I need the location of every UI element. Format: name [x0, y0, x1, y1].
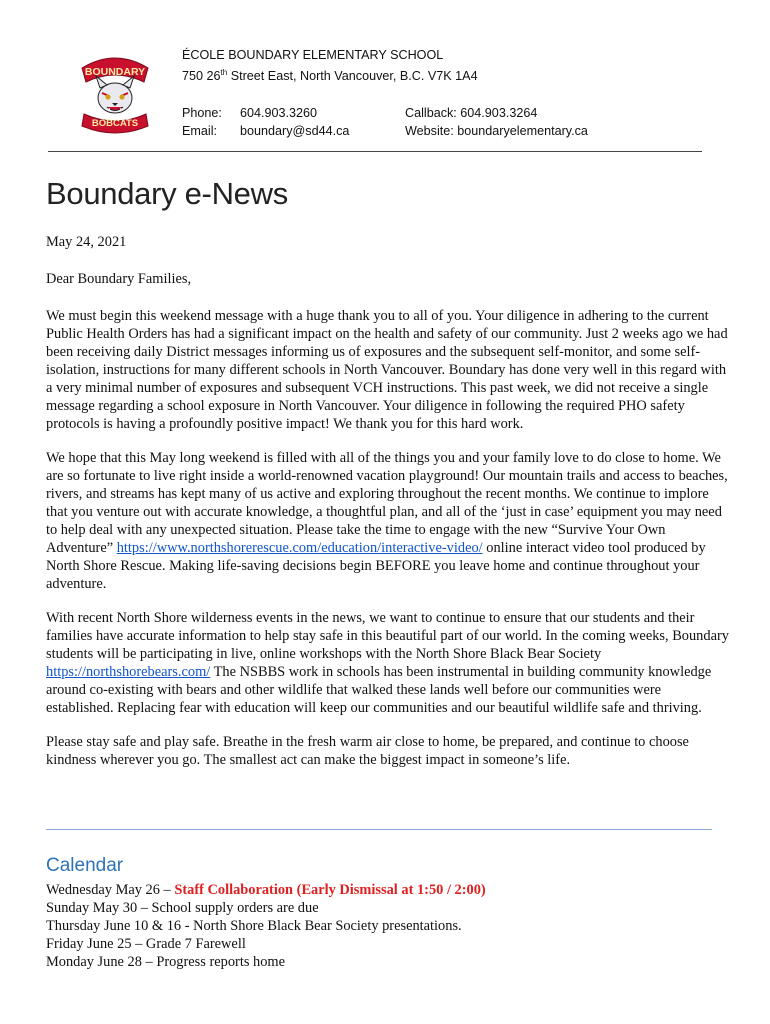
paragraph-closing: Please stay safe and play safe. Breathe in the fresh warm air close to home, be prepared, and continue to choose kindness wherever you go. The smallest act can make the biggest impact in someone’s life.: [46, 734, 689, 768]
paragraph-wildlife-text-end: The NSBBS work in schools has been instrumental in building community knowledge around co-existing with bears and other wildlife that walked these lands well before our communities were established. Replacing fear with education will keep our communities and our beautiful wildlife safe and thriving.: [46, 664, 712, 716]
website-line: Website: boundaryelementary.ca: [405, 124, 588, 138]
paragraph-thanks: We must begin this weekend message with a huge thank you to all of you. Your diligence in adhering to the current Public Health Orders has had a significant impact on the health and safety of our community. Just 2 weeks ago we had been receiving daily District messages informing us of exposures and the subsequent self-monitor, and some self-isolation, instructions for many different schools in North Vancouver. Boundary has done very well in this regard with a very minimal number of exposures and subsequent VCH instructions. This past week, we did not receive a single message regarding a school exposure in North Vancouver. Your diligence in following the required PHO safety protocols is having a profoundly positive impact! We thank you for this hard work.: [46, 308, 728, 432]
phone-number: 604.903.3260: [240, 106, 318, 120]
north-shore-bears-link[interactable]: https://northshorebears.com/: [46, 664, 211, 680]
bobcats-logo: [78, 46, 152, 134]
calendar-item-date: Wednesday May 26 –: [46, 882, 175, 898]
calendar-item: Sunday May 30 – School supply orders are due: [46, 900, 319, 916]
letterhead: [0, 0, 770, 155]
newsletter-date: May 24, 2021: [46, 234, 127, 250]
school-name: ÉCOLE BOUNDARY ELEMENTARY SCHOOL: [182, 48, 444, 62]
paragraph-long-weekend-text: We hope that this May long weekend is filled with all of the things you and your family love to do close to home. We are so fortunate to live right inside a world-renowned vacation playground! Our mountain trails and access to beaches, rivers, and streams has kept many of us active and exploring throughout the recent months. We continue to implore that you venture out with accurate knowledge, a thoughtful plan, and all of the ‘just in case’ equipment you may need to help deal with any unexpected situation. Please take the time to engage with the new “Survive Your Own Adventure”: [46, 450, 728, 556]
newsletter-body: [46, 233, 730, 785]
calendar-item: Friday June 25 – Grade 7 Farewell: [46, 936, 246, 952]
email-address: boundary@sd44.ca: [240, 124, 350, 138]
email-label: Email:: [182, 124, 217, 138]
paragraph-long-weekend: [46, 449, 730, 593]
calendar-item-highlight: Staff Collaboration (Early Dismissal at 1:50 / 2:00): [174, 882, 486, 898]
calendar-item: [46, 881, 486, 899]
newsletter-title: Boundary e-News: [46, 176, 288, 211]
address-rest: Street East, North Vancouver, B.C. V7K 1A4: [227, 69, 478, 83]
callback-line: Callback: 604.903.3264: [405, 106, 538, 120]
logo-top-text: BOUNDARY: [84, 66, 146, 78]
paragraph-long-weekend-text-end: online interact video tool produced by North Shore Rescue. Making life-saving decisions begin BEFORE you leave home and continue throughout your adventure.: [46, 540, 706, 592]
calendar-item: Thursday June 10 & 16 - North Shore Black Bear Society presentations.: [46, 918, 462, 934]
phone-label: Phone:: [182, 106, 222, 120]
phone-line: [182, 106, 317, 120]
north-shore-rescue-link[interactable]: https://www.northshorerescue.com/education/interactive-video/: [116, 540, 483, 556]
greeting: Dear Boundary Families,: [46, 271, 192, 287]
paragraph-wildlife-text: With recent North Shore wilderness events in the news, we want to continue to ensure that our students and their families have accurate information to help stay safe in this beautiful part of our world. In the coming weeks, Boundary students will be participating in live, online workshops with the North Shore Black Bear Society: [46, 610, 729, 662]
logo-bottom-text: BOBCATS: [91, 118, 139, 129]
calendar-item: Monday June 28 – Progress reports home: [46, 954, 286, 970]
address-suffix: th: [220, 68, 228, 77]
header-divider: [48, 151, 702, 152]
calendar-heading: Calendar: [46, 855, 124, 876]
address-number: 750 26: [182, 69, 221, 83]
email-line: [182, 124, 349, 138]
school-address: [182, 68, 478, 83]
paragraph-wildlife: [46, 609, 730, 717]
calendar-list: [46, 881, 486, 971]
calendar-divider: [46, 829, 712, 830]
